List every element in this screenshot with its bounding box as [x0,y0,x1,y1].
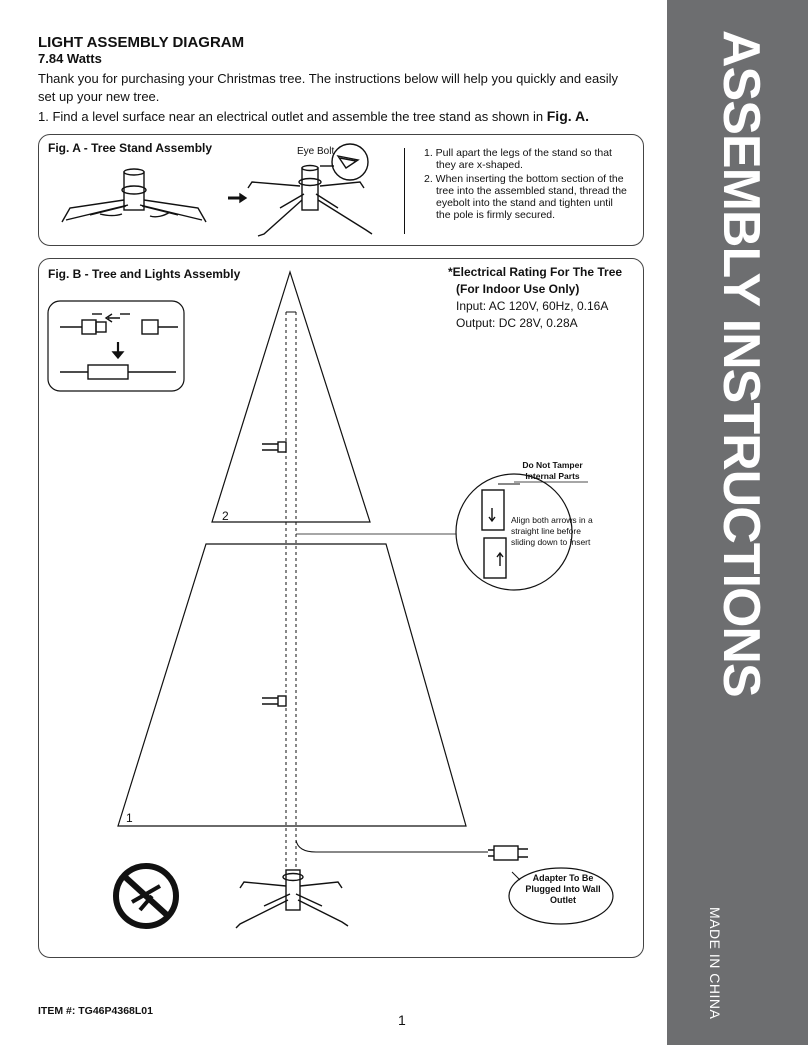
bottom-section-icon [118,544,466,826]
made-in-label: MADE IN CHINA [707,907,723,1020]
step-1-ref: Fig. A. [546,108,590,124]
tree-stand-icon [236,870,348,928]
eyebolt-label: Eye Bolt [297,146,335,157]
electrical-rating [448,264,622,332]
electrical-title: *Electrical Rating For The Tree [448,265,623,279]
step-1-text: 1. Find a level surface near an electrical outlet and assemble the tree stand as shown in [38,109,544,124]
section-1-label: 1 [126,811,133,825]
top-section-icon [212,272,370,522]
figure-a-steps [424,147,629,223]
intro-text: Thank you for purchasing your Christmas tree. The instructions below will help you quickly and easily set up your new tree. [38,71,618,104]
align-note: Align both arrows in a straight line before sliding down to insert [511,515,593,547]
page-title: LIGHT ASSEMBLY DIAGRAM [38,34,245,51]
page-number: 1 [398,1012,406,1028]
connector-icon [60,314,178,379]
stand-collapsed-icon [62,169,206,222]
electrical-input: Input: AC 120V, 60Hz, 0.16A [456,299,609,313]
adapter-note: Adapter To Be Plugged Into Wall Outlet [525,873,601,905]
figure-a-step-1: 1. Pull apart the legs of the stand so that they are x-shaped. [424,147,612,171]
wattage: 7.84 Watts [38,51,102,66]
figure-b-title: Fig. B - Tree and Lights Assembly [48,267,241,281]
item-number: ITEM #: TG46P4368L01 [38,1005,153,1017]
divider [404,148,405,234]
electrical-output: Output: DC 28V, 0.28A [456,316,578,330]
side-title: ASSEMBLY INSTRUCTIONS [712,30,770,697]
tamper-warning: Do Not Tamper Internal Parts [522,460,583,481]
figure-a-title: Fig. A - Tree Stand Assembly [48,141,213,155]
section-2-label: 2 [222,509,229,523]
no-stand-icon [116,866,176,926]
figure-a-step-2: 2. When inserting the bottom section of the tree into the assembled stand, thread the eyebolt into the stand and tighten until the pole is firmly secured. [424,173,627,221]
electrical-subtitle: (For Indoor Use Only) [456,282,580,296]
